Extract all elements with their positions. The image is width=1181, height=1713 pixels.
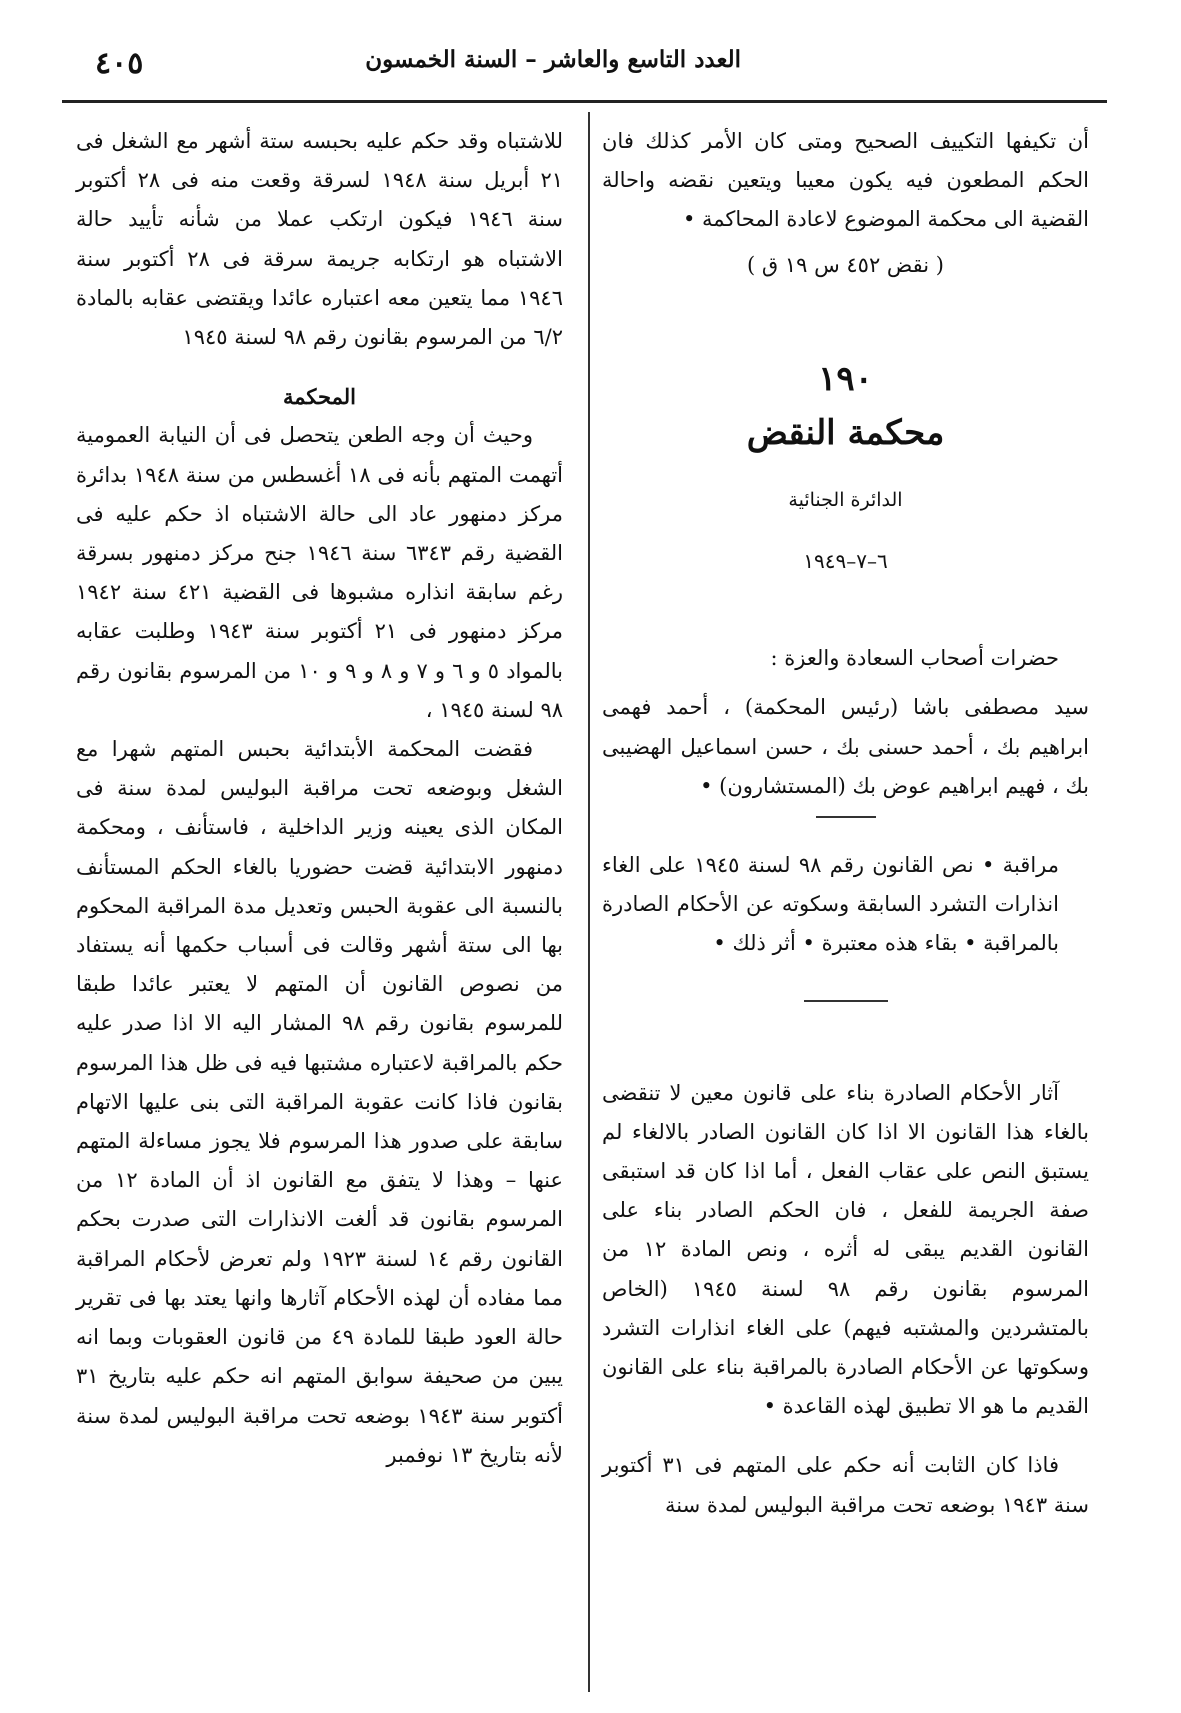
body-paragraph: وحيث أن وجه الطعن يتحصل فى أن النيابة العمومية أتهمت المتهم بأنه فى ١٨ أغسطس من سنة ١٩٤٨ بدائرة مركز دمنهور عاد الى حالة الاشتباه اذ حكم عليه فى القضية رقم ٦٣٤٣ سنة ١٩٤٦ جنح مركز دمنهور بسرقة رغم سابقة انذاره مشبوها فى القضية ٤٢١ سنة ١٩٤٢ مركز دمنهور فى ٢١ أكتوبر سنة ١٩٤٣ وطلبت عقابه بالمواد ٥ و ٦ و ٧ و ٨ و ٩ و ١٠ من المرسوم بقانون رقم ٩٨ لسنة ١٩٤٥ ، [76, 423, 564, 722]
column-divider [588, 112, 590, 1692]
case-number: ١٩٠ [818, 358, 873, 399]
circuit-name: الدائرة الجنائية [788, 488, 903, 511]
header-rule [62, 100, 1107, 103]
left-column [76, 122, 563, 1475]
body-paragraph: فقضت المحكمة الأبتدائية بحبس المتهم شهرا مع الشغل وبوضعه تحت مراقبة البوليس لمدة سنة فى المكان الذى يعينه وزير الداخلية ، فاستأنف ، ومحكمة دمنهور الابتدائية قضت حضوريا بالغاء الحكم المستأنف بالنسبة الى عقوبة الحبس وتعديل مدة المراقبة المحكوم بها الى ستة أشهر وقالت فى أسباب حكمها أنه يستفاد من نصوص القانون أن المتهم لا يعتبر عائدا طبقا للمرسوم بقانون رقم ٩٨ المشار اليه الا اذا صدر عليه حكم بالمراقبة لاعتباره مشتبها فيه فى ظل هذا المرسوم بقانون فاذا كانت عقوبة المراقبة التى بنى عليها الاتهام سابقة على صدور هذا المرسوم فلا يجوز مساءلة المتهم عنها – وهذا لا يتفق مع القانون اذ أن المادة ١٢ من المرسوم بقانون قد ألغت الانذارات التى صدرت بحكم القانون رقم ١٤ لسنة ١٩٢٣ ولم تعرض لأحكام المراقبة مما مفاده أن لهذه الأحكام آثارها وانها يعتد بها فى تقرير حالة العود طبقا للمادة ٤٩ من قانون العقوبات وبما انه يبين من صحيفة سوابق المتهم انه حكم عليه بتاريخ ٣١ أكتوبر سنة ١٩٤٣ بوضعه تحت مراقبة البوليس لمدة سنة لأنه بتاريخ ١٣ نوفمبر [76, 737, 564, 1467]
separator-rule [816, 816, 876, 818]
judges-list: سيد مصطفى باشا (رئيس المحكمة) ، أحمد فهمى ابراهيم بك ، أحمد حسنى بك ، حسن اسماعيل الهضيبى بك ، فهيم ابراهيم عوض بك (المستشارون) • [602, 695, 1089, 798]
section-heading: المحكمة [283, 384, 356, 410]
continuation-paragraph: للاشتباه وقد حكم عليه بحبسه ستة أشهر مع الشغل فى ٢١ أبريل سنة ١٩٤٨ لسرقة وقعت منه فى ٢٨ أكتوبر سنة ١٩٤٦ فيكون ارتكب عملا من شأنه تأييد حالة الاشتباه هو ارتكابه جريمة سرقة فى ٢٨ أكتوبر سنة ١٩٤٦ مما يتعين معه اعتباره عائدا ويقتضى عقابه بالمادة ٦/٢ من المرسوم بقانون رقم ٩٨ لسنة ١٩٤٥ [76, 129, 564, 350]
headnote: مراقبة • نص القانون رقم ٩٨ لسنة ١٩٤٥ على الغاء انذارات التشرد السابقة وسكوته عن الأحكام الصادرة بالمراقبة • بقاء هذه معتبرة • أثر ذلك • [602, 853, 1059, 956]
citation: ( نقض ٤٥٢ س ١٩ ق ) [747, 252, 944, 277]
opening-paragraph: أن تكيفها التكييف الصحيح ومتى كان الأمر كذلك فان الحكم المطعون فيه يكون معيبا ويتعين نقضه واحالة القضية الى محكمة الموضوع لاعادة المحاكمة • [602, 129, 1089, 232]
right-column [602, 122, 1089, 1525]
running-head: العدد التاسع والعاشر – السنة الخمسون [365, 46, 741, 73]
decision-date: ٦–٧–١٩٤٩ [803, 549, 888, 574]
principle-paragraph: فاذا كان الثابت أنه حكم على المتهم فى ٣١ أكتوبر سنة ١٩٤٣ بوضعه تحت مراقبة البوليس لمدة سنة [602, 1453, 1089, 1517]
principle-paragraph: آثار الأحكام الصادرة بناء على قانون معين لا تنقضى بالغاء هذا القانون الا اذا كان القانون الصادر بالالغاء لم يستبق النص على عقاب الفعل ، أما اذا كان قد استبقى صفة الجريمة للفعل ، فان الحكم الصادر بناء على القانون القديم يبقى له أثره ، ونص المادة ١٢ من المرسوم بقانون رقم ٩٨ لسنة ١٩٤٥ (الخاص بالمتشردين والمشتبه فيهم) على الغاء انذارات التشرد وسكوتها عن الأحكام الصادرة بالمراقبة بناء على القانون القديم ما هو الا تطبيق لهذه القاعدة • [602, 1080, 1089, 1419]
court-name: محكمة النقض [746, 412, 945, 453]
presence-heading: حضرات أصحاب السعادة والعزة : [770, 646, 1059, 671]
page-number: ٤٠٥ [95, 46, 144, 81]
separator-rule [804, 1000, 888, 1002]
